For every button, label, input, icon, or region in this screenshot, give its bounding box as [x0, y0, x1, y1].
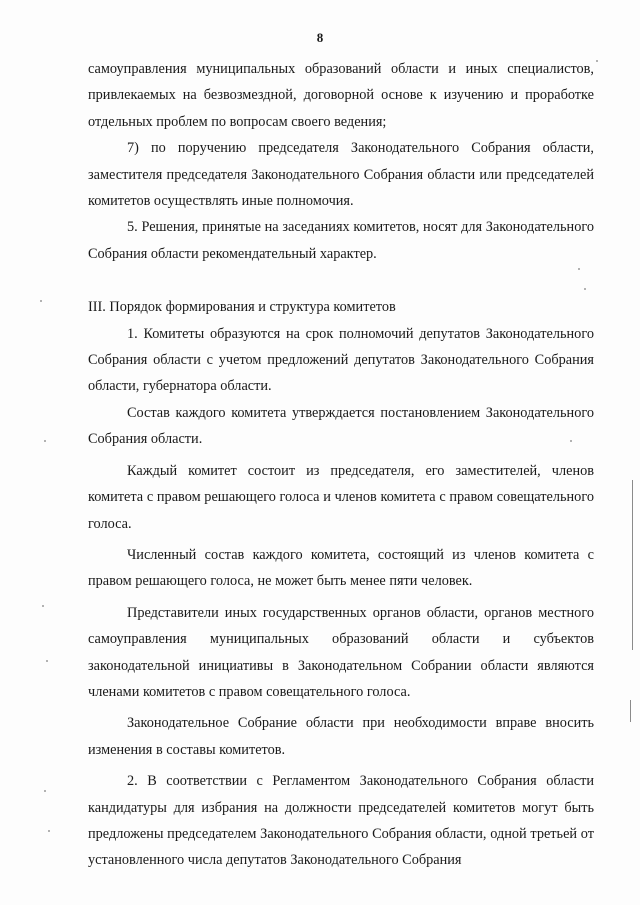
paragraph-section3-item-2: 2. В соответствии с Регламентом Законодательного Собрания области кандидатуры для избрания на должности председателей комитетов могут быть предложены председателем Законодательного Собрания области, одной третьей от установленного числа депутатов Законодательного Собрания [88, 773, 594, 869]
scan-speck [596, 60, 598, 62]
scan-speck [46, 660, 48, 662]
scan-speck [578, 268, 580, 270]
scan-speck [40, 300, 42, 302]
scan-speck [44, 440, 46, 442]
paragraph-committee-composition: Состав каждого комитета утверждается постановлением Законодательного Собрания области. [88, 404, 594, 448]
paragraph-composition-changes: Законодательное Собрание области при необходимости вправе вносить изменения в составы комитетов. [88, 715, 594, 758]
scan-edge-mark [632, 480, 633, 650]
paragraph-committee-members: Каждый комитет состоит из председателя, его заместителей, членов комитета с правом решающего голоса и членов комитета с правом совещательного голоса. [88, 462, 594, 532]
paragraph-item-7: 7) по поручению председателя Законодательного Собрания области, заместителя председателя Законодательного Собрания области или председателей комитетов осуществлять иные полномочия. [88, 140, 594, 210]
paragraph-continuation: самоуправления муниципальных образований области и иных специалистов, привлекаемых на безвозмездной, договорной основе к изучению и проработке отдельных проблем по вопросам своего ведения; [88, 61, 594, 130]
scan-edge-mark-lower [630, 700, 631, 722]
document-body [88, 56, 594, 874]
scan-speck [584, 288, 586, 290]
scan-speck [48, 830, 50, 832]
section-heading: III. Порядок формирования и структура комитетов [88, 299, 396, 316]
scan-speck [42, 605, 44, 607]
scan-speck [44, 790, 46, 792]
paragraph-representatives: Представители иных государственных органов области, органов местного самоуправления муниципальных образований области и субъектов законодательной инициативы в Законодательном Собрании области являются членами комитетов с правом совещательного голоса. [88, 604, 594, 700]
scan-speck [570, 440, 572, 442]
paragraph-item-5: 5. Решения, принятые на заседаниях комитетов, носят для Законодательного Собрания области рекомендательный характер. [88, 219, 594, 262]
paragraph-committee-size: Численный состав каждого комитета, состоящий из членов комитета с правом решающего голоса, не может быть менее пяти человек. [88, 546, 594, 590]
paragraph-section3-item-1: 1. Комитеты образуются на срок полномочий депутатов Законодательного Собрания области с учетом предложений депутатов Законодательного Собрания области, губернатора области. [88, 325, 594, 395]
page-number: 8 [316, 30, 324, 45]
